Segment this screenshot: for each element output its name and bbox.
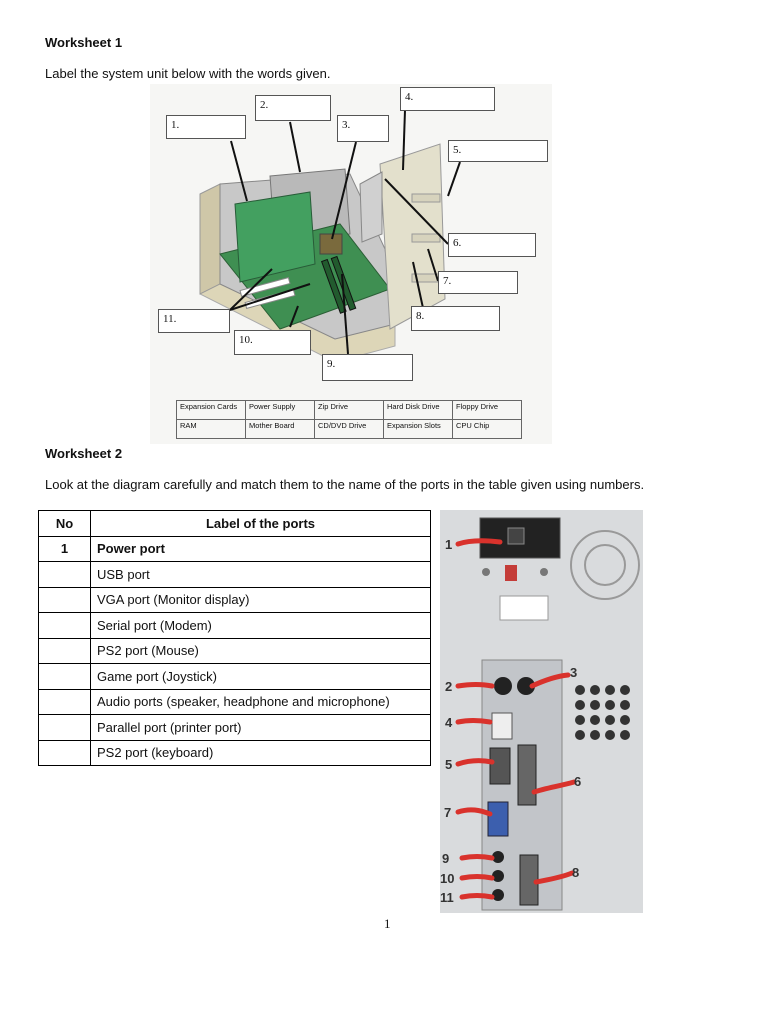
row-label: PS2 port (Mouse) — [91, 638, 431, 664]
label-box-1[interactable]: 1. — [166, 115, 246, 139]
row-label: Audio ports (speaker, headphone and microphone) — [91, 689, 431, 715]
port-number-4: 4 — [445, 715, 453, 730]
row-label: PS2 port (keyboard) — [91, 740, 431, 766]
worksheet1-instruction: Label the system unit below with the words given. — [45, 66, 331, 81]
row-label: Game port (Joystick) — [91, 664, 431, 690]
table-row — [39, 689, 431, 715]
port-number-11: 11 — [440, 890, 454, 905]
table-row — [39, 587, 431, 613]
port-number-10: 10 — [440, 871, 455, 886]
row-label: VGA port (Monitor display) — [91, 587, 431, 613]
label-box-3[interactable]: 3. — [337, 115, 389, 142]
worksheet2-title: Worksheet 2 — [45, 446, 123, 461]
word-floppy-drive: Floppy Drive — [453, 401, 522, 420]
row-no[interactable] — [39, 587, 91, 613]
cpu-chip-shape — [320, 234, 342, 254]
worksheet1-title: Worksheet 1 — [45, 35, 123, 50]
label-box-2[interactable]: 2. — [255, 95, 331, 121]
row-label: Power port — [91, 536, 431, 562]
port-number-8: 8 — [572, 865, 580, 880]
table-row — [39, 613, 431, 639]
word-expansion-cards: Expansion Cards — [177, 401, 246, 420]
row-label: Parallel port (printer port) — [91, 715, 431, 741]
label-box-8[interactable]: 8. — [411, 306, 500, 331]
header-label: Label of the ports — [91, 511, 431, 537]
port-number-7: 7 — [444, 805, 452, 820]
row-no[interactable] — [39, 715, 91, 741]
table-row — [39, 536, 431, 562]
word-cpu-chip: CPU Chip — [453, 420, 522, 439]
row-no[interactable] — [39, 638, 91, 664]
word-bank-table — [176, 400, 522, 439]
row-label: Serial port (Modem) — [91, 613, 431, 639]
page-number: 1 — [384, 916, 391, 931]
port-number-9: 9 — [442, 851, 450, 866]
word-mother-board: Mother Board — [246, 420, 315, 439]
ports-table — [38, 510, 431, 766]
port-number-3: 3 — [570, 665, 578, 680]
word-bank-row — [177, 420, 522, 439]
table-row — [39, 562, 431, 588]
word-ram: RAM — [177, 420, 246, 439]
table-row — [39, 638, 431, 664]
row-no[interactable] — [39, 664, 91, 690]
table-row — [39, 664, 431, 690]
port-number-6: 6 — [574, 774, 582, 789]
row-no[interactable] — [39, 689, 91, 715]
word-power-supply: Power Supply — [246, 401, 315, 420]
table-row — [39, 740, 431, 766]
computer-back-ports-illustration — [440, 510, 643, 913]
label-box-7[interactable]: 7. — [438, 271, 518, 294]
label-box-6[interactable]: 6. — [448, 233, 536, 257]
port-number-1: 1 — [445, 537, 453, 552]
port-number-5: 5 — [445, 757, 453, 772]
row-no[interactable] — [39, 613, 91, 639]
word-expansion-slots: Expansion Slots — [384, 420, 453, 439]
row-no[interactable] — [39, 740, 91, 766]
label-box-10[interactable]: 10. — [234, 330, 311, 355]
word-zip-drive: Zip Drive — [315, 401, 384, 420]
label-box-11[interactable]: 11. — [158, 309, 230, 333]
label-box-5[interactable]: 5. — [448, 140, 548, 162]
header-no: No — [39, 511, 91, 537]
ports-table-header — [39, 511, 431, 537]
row-label: USB port — [91, 562, 431, 588]
word-hard-disk-drive: Hard Disk Drive — [384, 401, 453, 420]
label-box-9[interactable]: 9. — [322, 354, 413, 381]
row-no[interactable]: 1 — [39, 536, 91, 562]
port-number-2: 2 — [445, 679, 453, 694]
word-bank-row — [177, 401, 522, 420]
label-box-4[interactable]: 4. — [400, 87, 495, 111]
word-cd-dvd-drive: CD/DVD Drive — [315, 420, 384, 439]
row-no[interactable] — [39, 562, 91, 588]
table-row — [39, 715, 431, 741]
worksheet2-instruction: Look at the diagram carefully and match them to the name of the ports in the table given using numbers. — [45, 477, 645, 492]
